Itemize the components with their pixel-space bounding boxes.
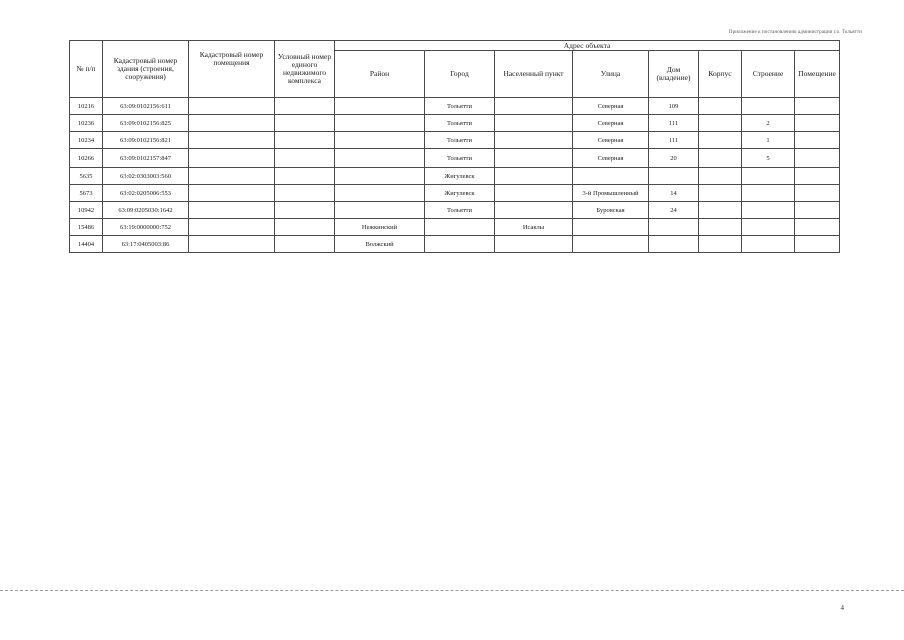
cell-settlement — [495, 185, 573, 202]
cell-korpus — [699, 202, 742, 219]
cell-cadastral: 63:09:0205030:1642 — [103, 202, 189, 219]
cell-korpus — [699, 132, 742, 149]
cell-building: 1 — [742, 132, 795, 149]
cell-premise — [795, 168, 840, 185]
cell-conditional — [275, 168, 335, 185]
table-row — [70, 185, 840, 202]
cell-num: 5673 — [70, 185, 103, 202]
cell-district — [335, 115, 425, 132]
col-building-cadastral: Кадастровый номер здания (строения, сооружения) — [103, 41, 189, 98]
cell-korpus — [699, 115, 742, 132]
cell-korpus — [699, 185, 742, 202]
table-row — [70, 132, 840, 149]
cell-premise-cadastral — [189, 236, 275, 253]
cell-house: 24 — [649, 202, 699, 219]
cell-street: Северная — [573, 98, 649, 115]
cell-premise — [795, 132, 840, 149]
cell-korpus — [699, 168, 742, 185]
cell-korpus — [699, 149, 742, 168]
cell-house: 109 — [649, 98, 699, 115]
cell-district — [335, 132, 425, 149]
cell-conditional — [275, 236, 335, 253]
col-building: Строение — [742, 51, 795, 98]
cell-conditional — [275, 115, 335, 132]
cell-street — [573, 168, 649, 185]
cell-street — [573, 236, 649, 253]
cell-premise — [795, 98, 840, 115]
cell-premise — [795, 115, 840, 132]
col-num: № п/п — [70, 41, 103, 98]
cell-district: Волжский — [335, 236, 425, 253]
cell-city: Жигулевск — [425, 185, 495, 202]
cell-conditional — [275, 185, 335, 202]
cell-premise-cadastral — [189, 115, 275, 132]
cell-premise-cadastral — [189, 168, 275, 185]
col-street: Улица — [573, 51, 649, 98]
cell-street — [573, 219, 649, 236]
col-premise-cadastral: Кадастровый номер помещения — [189, 41, 275, 98]
cell-korpus — [699, 98, 742, 115]
cell-district — [335, 149, 425, 168]
cell-building — [742, 236, 795, 253]
cell-cadastral: 63:02:0205006:553 — [103, 185, 189, 202]
cell-district — [335, 202, 425, 219]
cell-district — [335, 185, 425, 202]
cell-conditional — [275, 98, 335, 115]
col-address-group: Адрес объекта — [335, 41, 840, 51]
col-korpus: Корпус — [699, 51, 742, 98]
cell-settlement — [495, 149, 573, 168]
cell-cadastral: 63:17:0405003:86 — [103, 236, 189, 253]
cell-city: Жигулевск — [425, 168, 495, 185]
cell-premise — [795, 202, 840, 219]
cell-street: Буровская — [573, 202, 649, 219]
page-cut-line — [0, 590, 904, 592]
cell-cadastral: 63:09:0102156:825 — [103, 115, 189, 132]
cell-house: 14 — [649, 185, 699, 202]
header-note: Приложение к постановлению администрации г.о. Тольятти — [728, 30, 862, 35]
cell-premise — [795, 236, 840, 253]
cell-cadastral: 63:19:0000000:752 — [103, 219, 189, 236]
table-row — [70, 202, 840, 219]
cell-building — [742, 98, 795, 115]
object-register-table — [69, 40, 840, 253]
cell-num: 10236 — [70, 115, 103, 132]
cell-cadastral: 63:09:0102157:847 — [103, 149, 189, 168]
cell-korpus — [699, 219, 742, 236]
col-premise: Помещение — [795, 51, 840, 98]
cell-settlement: Исаклы — [495, 219, 573, 236]
cell-city: Тольятти — [425, 132, 495, 149]
cell-city: Тольятти — [425, 202, 495, 219]
cell-premise-cadastral — [189, 185, 275, 202]
cell-premise-cadastral — [189, 149, 275, 168]
cell-premise-cadastral — [189, 202, 275, 219]
cell-num: 10266 — [70, 149, 103, 168]
cell-building: 5 — [742, 149, 795, 168]
cell-building — [742, 185, 795, 202]
cell-city: Тольятти — [425, 115, 495, 132]
cell-building: 2 — [742, 115, 795, 132]
table-row — [70, 115, 840, 132]
cell-num: 14404 — [70, 236, 103, 253]
cell-conditional — [275, 219, 335, 236]
col-settlement: Населенный пункт — [495, 51, 573, 98]
cell-house — [649, 168, 699, 185]
cell-house — [649, 219, 699, 236]
cell-cadastral: 63:02:0303003:560 — [103, 168, 189, 185]
cell-street: Северная — [573, 149, 649, 168]
table-row — [70, 98, 840, 115]
cell-korpus — [699, 236, 742, 253]
cell-building — [742, 202, 795, 219]
page-number: 4 — [840, 604, 844, 612]
cell-street: Северная — [573, 132, 649, 149]
cell-house: 111 — [649, 115, 699, 132]
cell-num: 5635 — [70, 168, 103, 185]
cell-num: 10216 — [70, 98, 103, 115]
cell-district: Нежкинский — [335, 219, 425, 236]
cell-settlement — [495, 236, 573, 253]
cell-settlement — [495, 202, 573, 219]
table-row — [70, 219, 840, 236]
col-district: Район — [335, 51, 425, 98]
cell-settlement — [495, 132, 573, 149]
table-row — [70, 168, 840, 185]
cell-house: 111 — [649, 132, 699, 149]
cell-city: Тольятти — [425, 98, 495, 115]
cell-city: Тольятти — [425, 149, 495, 168]
cell-premise-cadastral — [189, 132, 275, 149]
cell-city — [425, 236, 495, 253]
cell-street: Северная — [573, 115, 649, 132]
table-row — [70, 149, 840, 168]
cell-num: 10234 — [70, 132, 103, 149]
cell-settlement — [495, 98, 573, 115]
cell-premise-cadastral — [189, 98, 275, 115]
cell-premise — [795, 185, 840, 202]
table-row — [70, 236, 840, 253]
cell-num: 15486 — [70, 219, 103, 236]
cell-cadastral: 63:09:0102156:611 — [103, 98, 189, 115]
cell-settlement — [495, 168, 573, 185]
cell-num: 10942 — [70, 202, 103, 219]
col-house: Дом (владение) — [649, 51, 699, 98]
cell-house — [649, 236, 699, 253]
cell-street: 3-й Промышленный — [573, 185, 649, 202]
cell-building — [742, 219, 795, 236]
cell-district — [335, 168, 425, 185]
header-row-group — [70, 41, 840, 51]
cell-building — [742, 168, 795, 185]
col-city: Город — [425, 51, 495, 98]
cell-district — [335, 98, 425, 115]
cell-premise — [795, 219, 840, 236]
cell-premise-cadastral — [189, 219, 275, 236]
cell-settlement — [495, 115, 573, 132]
cell-conditional — [275, 202, 335, 219]
cell-premise — [795, 149, 840, 168]
cell-conditional — [275, 132, 335, 149]
cell-conditional — [275, 149, 335, 168]
cell-house: 20 — [649, 149, 699, 168]
col-conditional-number: Условный номер единого недвижимого комплекса — [275, 41, 335, 98]
cell-city — [425, 219, 495, 236]
cell-cadastral: 63:09:0102156:821 — [103, 132, 189, 149]
